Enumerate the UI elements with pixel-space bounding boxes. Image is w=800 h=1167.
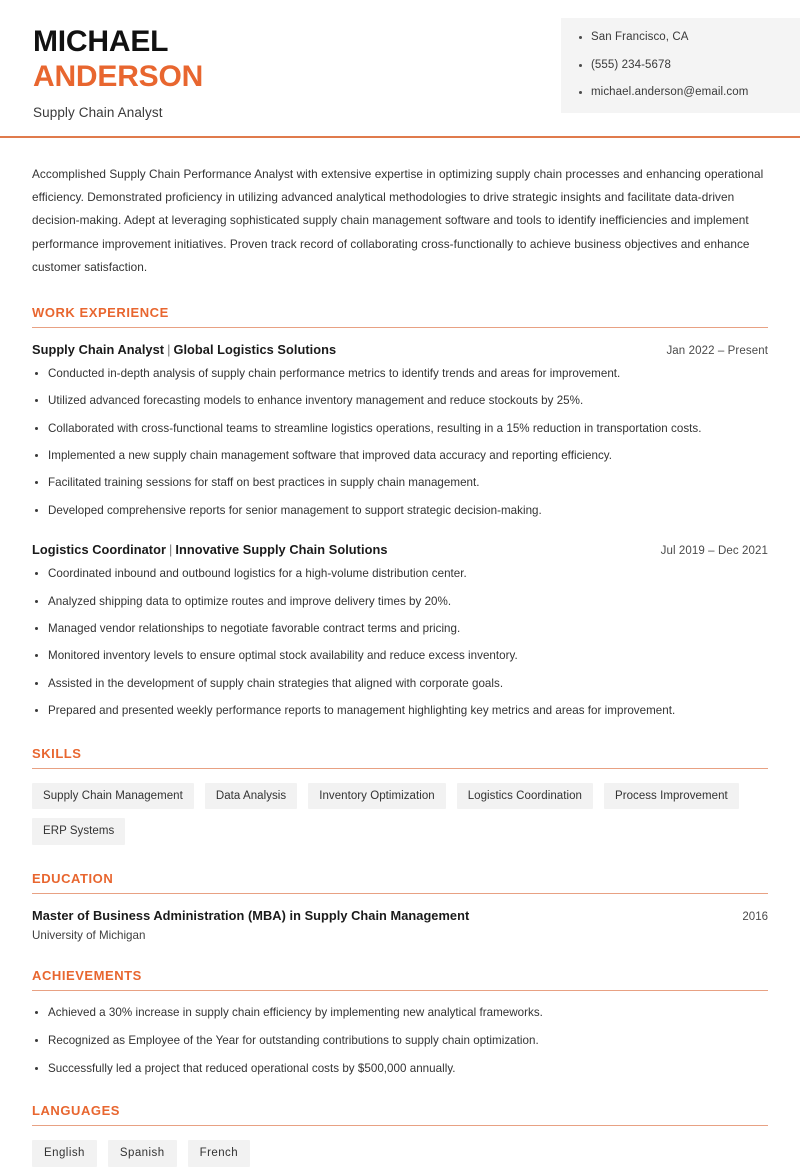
experience-bullet: Conducted in-depth analysis of supply chain performance metrics to identify trends and areas for improvement.	[32, 366, 768, 383]
header-divider	[0, 136, 800, 138]
achievement-bullet: Successfully led a project that reduced operational costs by $500,000 annually.	[32, 1061, 768, 1078]
section-divider	[32, 1125, 768, 1126]
section-divider	[32, 768, 768, 769]
education-entry	[32, 908, 768, 942]
experience-company: Global Logistics Solutions	[173, 342, 337, 358]
contact-info-box	[561, 18, 800, 113]
experience-entry	[32, 342, 768, 519]
skill-chip: Inventory Optimization	[308, 783, 446, 810]
experience-role: Supply Chain Analyst	[32, 342, 165, 358]
title-separator: |	[169, 542, 173, 558]
experience-bullet: Coordinated inbound and outbound logistics for a high-volume distribution center.	[32, 566, 768, 583]
experience-entry-header	[32, 542, 768, 557]
section-title-education: EDUCATION	[32, 871, 114, 887]
experience-company: Innovative Supply Chain Solutions	[175, 542, 388, 558]
experience-bullet: Collaborated with cross-functional teams to streamline logistics operations, resulting in a 15% reduction in transportation costs.	[32, 421, 768, 438]
education-degree: Master of Business Administration (MBA) in Supply Chain Management	[32, 908, 470, 924]
experience-bullet: Assisted in the development of supply chain strategies that aligned with corporate goals.	[32, 676, 768, 693]
section-languages	[32, 1103, 768, 1167]
experience-bullet-list	[32, 366, 768, 519]
languages-chip-list	[32, 1140, 768, 1167]
education-year: 2016	[742, 911, 768, 924]
achievements-bullet-list	[32, 1005, 768, 1077]
experience-bullet: Managed vendor relationships to negotiate favorable contract terms and pricing.	[32, 621, 768, 638]
education-school: University of Michigan	[32, 929, 146, 943]
section-title-work-experience: WORK EXPERIENCE	[32, 305, 169, 321]
section-education	[32, 871, 768, 942]
professional-summary: Accomplished Supply Chain Performance Analyst with extensive expertise in optimizing supply chain processes and enhancing operational efficiency. Demonstrated proficiency in utilizing advanced analytical methodologies to drive strategic insights and facilitate data-driven decision-making. Adept at leveraging sophisticated supply chain management software and tools to identify inefficiencies and implement performance improvement initiatives. Proven track record of collaborating cross-functionally to achieve business objectives and enhance customer satisfaction.	[32, 167, 764, 274]
section-achievements	[32, 968, 768, 1077]
achievement-bullet: Achieved a 30% increase in supply chain efficiency by implementing new analytical frameworks.	[32, 1005, 768, 1022]
last-name: ANDERSON	[33, 60, 204, 94]
language-chip: Spanish	[108, 1140, 177, 1167]
skill-chip: ERP Systems	[32, 818, 125, 845]
experience-bullet: Facilitated training sessions for staff on best practices in supply chain management.	[32, 475, 768, 492]
experience-entry	[32, 542, 768, 719]
experience-bullet: Implemented a new supply chain management software that improved data accuracy and reporting efficiency.	[32, 448, 768, 465]
experience-bullet: Analyzed shipping data to optimize routes and improve delivery times by 20%.	[32, 594, 768, 611]
skill-chip: Supply Chain Management	[32, 783, 194, 810]
experience-entry-header	[32, 342, 768, 357]
section-work-experience	[32, 305, 768, 720]
achievement-bullet: Recognized as Employee of the Year for outstanding contributions to supply chain optimization.	[32, 1033, 768, 1050]
contact-location: San Francisco, CA	[579, 32, 800, 44]
section-divider	[32, 893, 768, 894]
resume-body	[0, 163, 800, 1167]
experience-bullet: Prepared and presented weekly performance reports to management highlighting key metrics and areas for improvement.	[32, 703, 768, 720]
section-divider	[32, 990, 768, 991]
section-divider	[32, 327, 768, 328]
section-title-skills: SKILLS	[32, 745, 82, 761]
skill-chip: Logistics Coordination	[457, 783, 593, 810]
identity-block	[0, 0, 203, 120]
language-chip: English	[32, 1140, 97, 1167]
experience-date: Jul 2019 – Dec 2021	[660, 545, 768, 558]
contact-email[interactable]: michael.anderson@email.com	[579, 87, 800, 99]
contact-phone[interactable]: (555) 234-5678	[579, 60, 800, 72]
experience-title-line	[32, 542, 387, 557]
experience-bullet: Utilized advanced forecasting models to enhance inventory management and reduce stockouts by 25%.	[32, 393, 768, 410]
job-title: Supply Chain Analyst	[33, 104, 163, 120]
experience-bullet-list	[32, 566, 768, 719]
experience-title-line	[32, 342, 336, 357]
resume-header	[0, 0, 800, 136]
skill-chip: Data Analysis	[205, 783, 297, 810]
experience-bullet: Monitored inventory levels to ensure optimal stock availability and reduce excess inventory.	[32, 648, 768, 665]
section-title-languages: LANGUAGES	[32, 1103, 121, 1119]
experience-date: Jan 2022 – Present	[666, 345, 768, 358]
education-entry-header	[32, 908, 768, 923]
name-last-line	[33, 59, 203, 94]
section-title-achievements: ACHIEVEMENTS	[32, 968, 142, 984]
section-skills	[32, 746, 768, 845]
experience-role: Logistics Coordinator	[32, 542, 166, 558]
skills-chip-list	[32, 783, 768, 845]
title-separator: |	[167, 342, 171, 358]
skill-chip: Process Improvement	[604, 783, 739, 810]
language-chip: French	[188, 1140, 251, 1167]
experience-bullet: Developed comprehensive reports for senior management to support strategic decision-making.	[32, 503, 768, 520]
name-first-line	[33, 24, 203, 59]
first-name: MICHAEL	[33, 25, 169, 58]
